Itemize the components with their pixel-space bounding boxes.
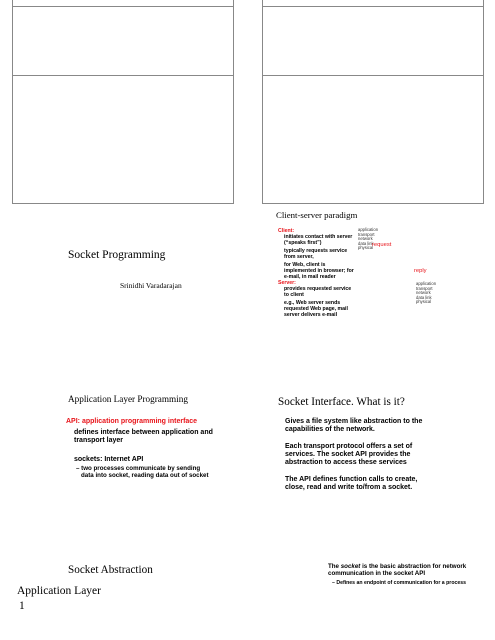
slide-frame-top-right — [262, 0, 484, 204]
para-line: services. The socket API provides the — [285, 451, 411, 458]
para-line: close, read and write to/from a socket. — [285, 484, 413, 491]
reply-label: reply — [414, 268, 427, 274]
slide-frame-topline-right — [262, 6, 483, 7]
slide3-title: Application Layer Programming — [68, 394, 188, 404]
slide5-title: Socket Abstraction — [68, 564, 153, 576]
server-item: to client — [284, 292, 304, 298]
stack-layer: network — [416, 290, 431, 296]
slide2-title: Client-server paradigm — [276, 210, 358, 220]
stack-layer: application — [416, 281, 437, 286]
client-label: Client: — [278, 228, 295, 234]
slide4-title: Socket Interface. What is it? — [278, 396, 405, 408]
client-item: (“speaks first”) — [284, 240, 322, 246]
protocol-stack-server — [416, 282, 436, 305]
socket-interface-para2 — [285, 443, 412, 467]
socket-interface-para1 — [285, 418, 422, 434]
socket-definition — [328, 563, 466, 578]
server-item: e.g., Web server sends — [284, 300, 341, 306]
para-line: Gives a file system like abstraction to the — [285, 418, 423, 425]
para-line: abstraction to access these services — [285, 459, 407, 466]
client-item: initiates contact with server — [284, 234, 353, 240]
client-item: e-mail, in mail reader — [284, 274, 336, 280]
request-label: request — [372, 242, 392, 248]
client-item: for Web, client is — [284, 262, 326, 268]
client-item: from server, — [284, 254, 314, 260]
client-description — [284, 234, 354, 280]
stack-layer: transport — [416, 285, 433, 291]
socket-definition-line: communication in the socket API — [328, 570, 426, 578]
sockets-heading: sockets: Internet API — [74, 456, 144, 463]
sockets-description — [76, 465, 209, 480]
socket-definition-subpoint: – Defines an endpoint of communication for a process — [332, 580, 467, 586]
slide1-author: Srinidhi Varadarajan — [120, 281, 182, 290]
sockets-desc-line: – two processes communicate by sending — [76, 465, 201, 472]
stack-layer: physical — [416, 299, 432, 305]
footer-label: Application Layer — [17, 585, 101, 597]
stack-layer: transport — [358, 231, 375, 237]
stack-layer: network — [358, 236, 373, 242]
server-item: provides requested service — [284, 286, 352, 292]
slide-frame-topline-left — [12, 6, 233, 7]
stack-layer: data link — [416, 294, 432, 300]
server-item: server delivers e-mail — [284, 312, 338, 318]
api-desc-line: defines interface between application and — [74, 429, 213, 436]
socket-interface-para3 — [285, 476, 417, 492]
api-heading: API: application programming interface — [66, 418, 198, 425]
stack-layer: data link — [358, 240, 374, 246]
slide-frame-top-left — [12, 0, 234, 204]
stack-layer: physical — [358, 245, 374, 251]
slide-frame-divider-right — [262, 75, 483, 76]
slide-frame-divider-left — [12, 75, 233, 76]
sockets-desc-line: data into socket, reading data out of socket — [81, 472, 209, 480]
slide1-title: Socket Programming — [68, 249, 166, 261]
definition-emphasis: socket — [340, 563, 361, 570]
page-number: 1 — [19, 600, 25, 612]
stack-layer: application — [358, 227, 379, 232]
client-item: implemented in browser; for — [284, 268, 354, 274]
server-description — [284, 286, 351, 318]
client-item: typically requests service — [284, 248, 348, 254]
socket-definition-line — [328, 563, 466, 570]
para-line: capabilities of the network. — [285, 426, 375, 433]
server-label: Server: — [278, 280, 296, 286]
para-line: The API defines function calls to create, — [285, 476, 418, 483]
definition-text: The — [328, 563, 341, 570]
server-item: requested Web page, mail — [284, 306, 348, 312]
para-line: Each transport protocol offers a set of — [285, 443, 413, 450]
api-description — [74, 429, 213, 445]
api-desc-line: transport layer — [74, 437, 124, 444]
definition-text: is the basic abstraction for network — [360, 563, 467, 570]
